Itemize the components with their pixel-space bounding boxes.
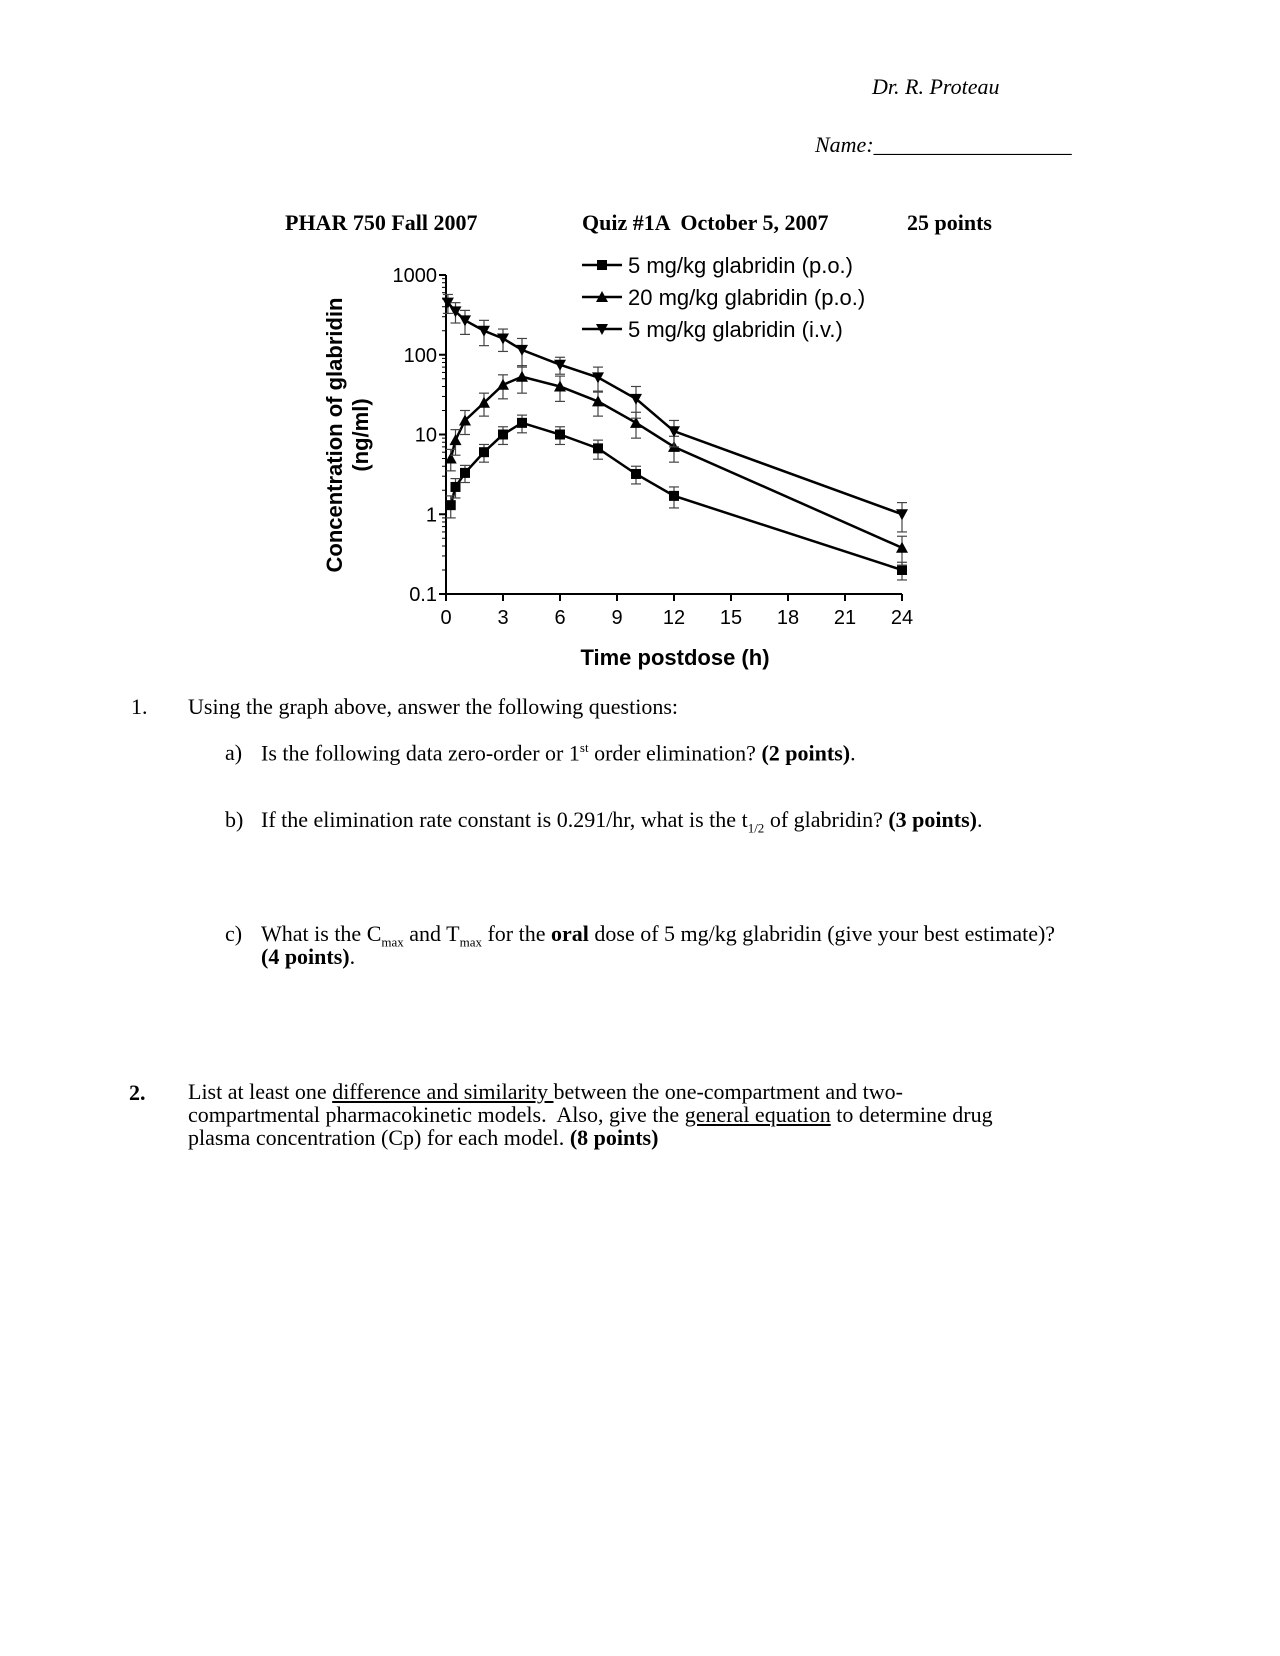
q1c-bold: oral <box>551 921 589 946</box>
q1c-sub: max <box>459 934 482 950</box>
y-tick-label: 1000 <box>392 265 437 287</box>
q1b-label: b) <box>225 807 244 832</box>
y-tick-label: 100 <box>403 344 437 367</box>
q1c-text-part: dose of 5 mg/kg glabridin (give your best estimate)? <box>588 921 1056 946</box>
q1a-text-part: Is the following data zero-order or 1 <box>261 740 580 766</box>
marker-square <box>669 491 679 501</box>
total-points: 25 points <box>907 210 992 235</box>
x-tick-label: 12 <box>662 607 686 629</box>
x-tick-label: 24 <box>890 607 914 629</box>
x-axis-label: Time postdose (h) <box>580 645 770 670</box>
q2-points: (8 points) <box>569 1125 659 1150</box>
q1b-text <box>261 807 982 836</box>
q2-text-part: to determine drug <box>830 1102 993 1127</box>
marker-triangle-up <box>516 371 528 382</box>
marker-square <box>631 469 641 479</box>
q1b-end: . <box>976 807 983 832</box>
marker-triangle-down <box>497 333 509 344</box>
q2-text <box>188 1080 993 1149</box>
legend-label: 5 mg/kg glabridin (i.v.) <box>628 317 843 342</box>
concentration-time-chart <box>310 255 950 675</box>
marker-square <box>593 443 603 453</box>
q2-text-part: between the one-compartment and two- <box>553 1079 903 1104</box>
q1c-points-line <box>261 944 355 970</box>
q1c-text <box>261 921 1055 950</box>
q1b-text-part: of glabridin? <box>764 807 889 832</box>
q2-text-part: List at least one <box>188 1079 333 1104</box>
marker-square <box>555 430 565 440</box>
marker-square <box>446 500 456 510</box>
marker-square <box>597 260 607 270</box>
q1a-points: (2 points) <box>761 740 851 766</box>
x-tick-label: 0 <box>440 607 452 629</box>
marker-triangle-up <box>450 434 462 445</box>
q1c-sub: max <box>381 934 404 950</box>
marker-square <box>451 482 461 492</box>
q1-text: Using the graph above, answer the following questions: <box>188 694 679 719</box>
x-tick-label: 18 <box>776 607 800 629</box>
name-label: Name: <box>815 132 874 157</box>
x-tick-label: 15 <box>719 607 743 629</box>
legend-label: 20 mg/kg glabridin (p.o.) <box>628 285 866 310</box>
q1a-end: . <box>850 740 856 766</box>
q2-underline: difference and similarity <box>332 1079 554 1104</box>
q2-text-part: compartmental pharmacokinetic models. Also, give the <box>188 1102 685 1127</box>
marker-square <box>479 447 489 457</box>
x-tick-label: 3 <box>497 607 509 629</box>
legend-label: 5 mg/kg glabridin (p.o.) <box>628 255 853 278</box>
q1a-label: a) <box>225 740 243 765</box>
q1a-text-part: order elimination? <box>588 740 762 766</box>
q1a-text <box>261 740 856 766</box>
y-axis-label: Concentration of glabridin <box>322 297 347 573</box>
q2-underline: general equation <box>684 1102 831 1127</box>
name-field[interactable] <box>815 132 1072 158</box>
q2-number: 2. <box>129 1080 146 1105</box>
q1-number: 1. <box>131 694 148 719</box>
marker-triangle-down <box>592 372 604 383</box>
marker-square <box>460 468 470 478</box>
x-tick-label: 6 <box>554 607 566 629</box>
q1b-text-part: If the elimination rate constant is 0.291/hr, what is the t <box>261 807 748 832</box>
instructor-name: Dr. R. Proteau <box>872 74 1000 99</box>
y-tick-label: 0.1 <box>409 584 437 606</box>
q2-text-part: plasma concentration (Cp) for each model. <box>188 1125 570 1150</box>
q1a-sup: st <box>579 740 589 755</box>
q1c-text-part: and T <box>403 921 460 946</box>
q1c-text-part: What is the C <box>261 921 382 946</box>
marker-triangle-down <box>459 315 471 326</box>
q1c-label: c) <box>225 921 243 946</box>
y-tick-label: 10 <box>414 424 437 447</box>
marker-triangle-down <box>896 509 908 520</box>
marker-square <box>897 565 907 575</box>
y-tick-label: 1 <box>425 504 437 527</box>
q1c-text-part: for the <box>481 921 551 946</box>
q1b-points: (3 points) <box>888 807 977 832</box>
marker-square <box>517 418 527 428</box>
x-tick-label: 21 <box>833 607 857 629</box>
quiz-title: Quiz #1A October 5, 2007 <box>582 210 829 235</box>
q1c-points: (4 points) <box>261 944 350 969</box>
q1c-end: . <box>349 944 356 969</box>
y-axis-unit-label: (ng/ml) <box>348 398 373 472</box>
name-blank: __________________ <box>873 132 1072 157</box>
course-title: PHAR 750 Fall 2007 <box>285 210 478 235</box>
q1b-sub: 1/2 <box>747 820 765 836</box>
x-tick-label: 9 <box>611 607 623 629</box>
marker-square <box>498 430 508 440</box>
